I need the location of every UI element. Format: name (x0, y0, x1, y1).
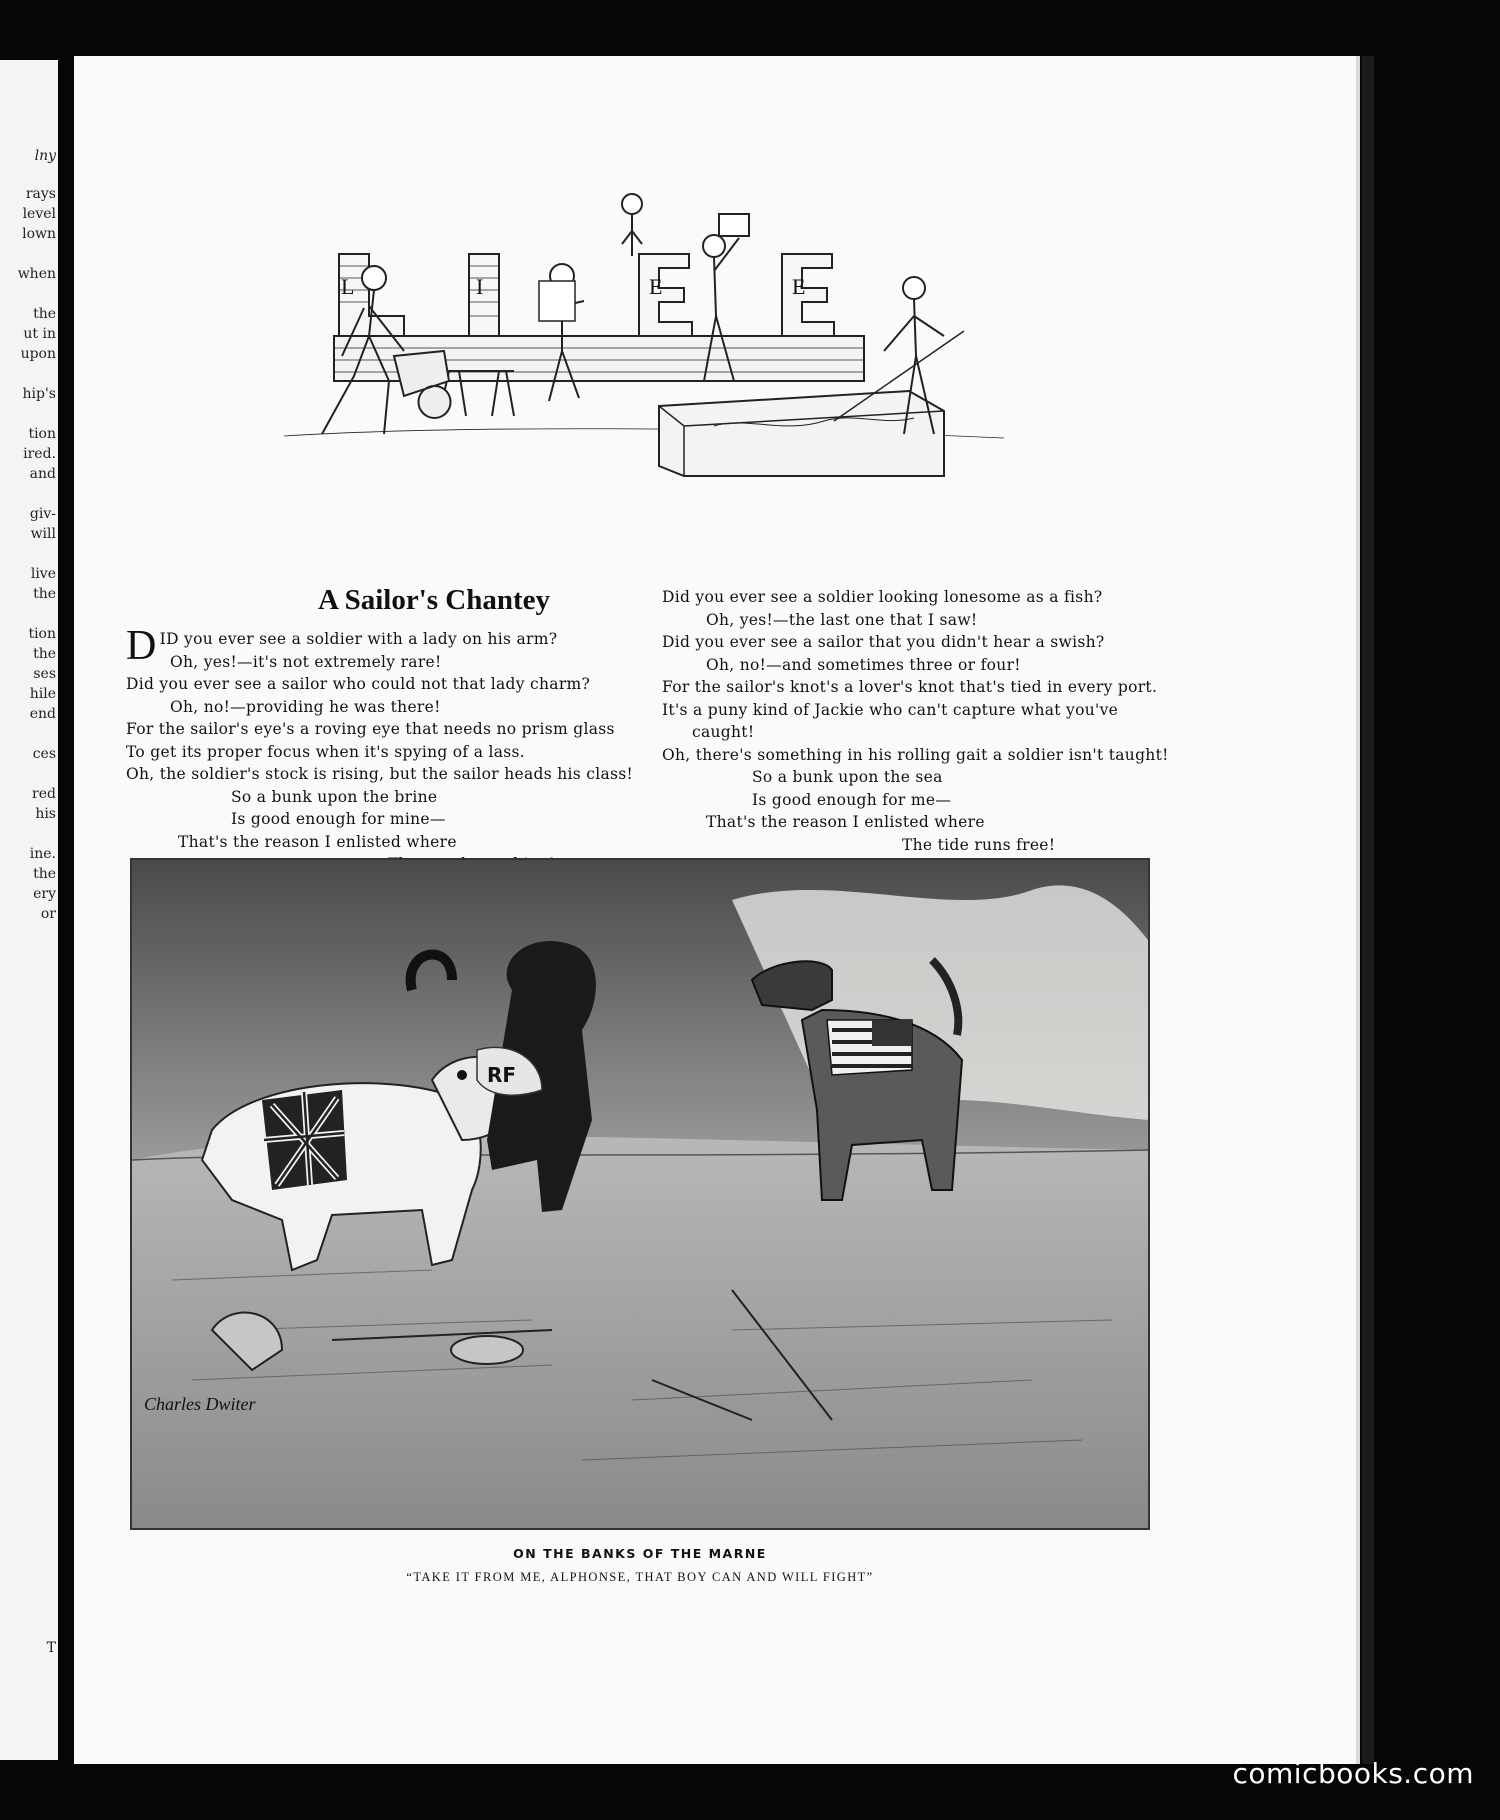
bricklayers-illustration (244, 176, 1104, 566)
previous-page-text-fragment: ces (32, 746, 56, 762)
previous-page-text-fragment: ery (33, 886, 56, 902)
previous-page-text-fragment: live (30, 566, 56, 582)
page-binding-edge (1362, 56, 1374, 1764)
previous-page-text-fragment: when (17, 266, 56, 282)
poem-left-column (126, 623, 706, 876)
previous-page-text-fragment: rays (25, 186, 56, 202)
poem-line: Oh, yes!—it's not extremely rare! (170, 652, 442, 671)
previous-page-text-fragment: ine. (29, 846, 56, 862)
previous-page-text-fragment: his (35, 806, 56, 822)
magazine-page (74, 56, 1360, 1764)
previous-page-text-fragment: end (29, 706, 56, 722)
poem-line: Oh, there's something in his rolling gait a soldier isn't taught! (662, 745, 1169, 764)
previous-page-text-fragment: and (29, 466, 56, 482)
previous-page-text-fragment: upon (20, 346, 56, 362)
watermark: comicbooks.com (1232, 1757, 1474, 1790)
previous-page-text-fragment: ses (33, 666, 56, 682)
dogs-cartoon-drawing (132, 860, 1148, 1528)
previous-page-edge (0, 60, 58, 1760)
previous-page-text-fragment: lown (22, 226, 56, 242)
cartoon-caption-quote: “TAKE IT FROM ME, ALPHONSE, THAT BOY CAN AND WILL FIGHT” (406, 1570, 874, 1584)
wall-letter: E (792, 274, 806, 299)
wall-letter: I (476, 274, 484, 299)
wall-letter: L (341, 274, 355, 299)
poem-line: Oh, no!—providing he was there! (170, 697, 441, 716)
previous-page-text-fragment: tion (28, 426, 56, 442)
previous-page-text-fragment: tion (28, 626, 56, 642)
poem-line: For the sailor's knot's a lover's knot that's tied in every port. (662, 678, 1158, 696)
previous-page-text-fragment: hile (29, 686, 56, 702)
poodle-collar-text: RF (487, 1063, 517, 1087)
previous-page-text-fragment: level (22, 206, 56, 222)
poem-line: Oh, yes!—the last one that I saw! (706, 610, 978, 629)
poem-line: The tide runs free! (902, 835, 1056, 854)
previous-page-text-fragment: the (33, 586, 56, 602)
poem-line: caught! (692, 723, 755, 741)
poem-right-column (662, 586, 1262, 879)
poem-line: To get its proper focus when it's spying of a lass. (126, 742, 526, 761)
poem-line: Did you ever see a sailor that you didn't hear a swish? (662, 633, 1105, 651)
previous-page-text-fragment: giv- (29, 506, 56, 522)
previous-page-text-fragment: the (33, 866, 56, 882)
previous-page-text-fragment: ut in (23, 326, 56, 342)
previous-page-text-fragment: hip's (22, 386, 56, 402)
previous-page-text-fragment: the (33, 306, 56, 322)
poem-line: That's the reason I enlisted where (178, 832, 457, 851)
previous-page-text-fragment: red (32, 786, 56, 802)
poem-line: Did you ever see a sailor who could not that lady charm? (126, 675, 591, 693)
previous-page-text-fragment: the (33, 646, 56, 662)
poem-line: That's the reason I enlisted where (706, 813, 985, 831)
poem-line: ID you ever see a soldier with a lady on his arm? (159, 630, 558, 648)
artist-signature: Charles Dwiter (144, 1394, 256, 1414)
previous-page-text-fragment: will (30, 526, 56, 542)
poem-dropcap: D (126, 623, 157, 669)
previous-page-text-fragment: or (40, 906, 56, 922)
poem-title: A Sailor's Chantey (317, 584, 551, 616)
poem-line: Is good enough for mine— (231, 810, 446, 828)
previous-page-text-fragment: lny (34, 148, 56, 164)
marne-cartoon (130, 858, 1150, 1530)
poem-line: So a bunk upon the sea (752, 768, 943, 786)
previous-page-text-fragment: T (46, 1640, 56, 1656)
poem-line: For the sailor's eye's a roving eye that needs no prism glass (126, 720, 615, 738)
poem-line: It's a puny kind of Jackie who can't capture what you've (662, 700, 1119, 719)
poem-line: So a bunk upon the brine (231, 787, 438, 806)
poem-line: Is good enough for me— (752, 790, 952, 809)
poem-line: Did you ever see a soldier looking lonesome as a fish? (662, 588, 1103, 606)
poem-line: Oh, no!—and sometimes three or four! (706, 655, 1021, 674)
wall-letter: E (649, 274, 663, 299)
previous-page-text-fragment: ired. (23, 446, 56, 462)
poem-line: Oh, the soldier's stock is rising, but the sailor heads his class! (126, 765, 634, 783)
cartoon-caption-title: ON THE BANKS OF THE MARNE (513, 1546, 767, 1561)
